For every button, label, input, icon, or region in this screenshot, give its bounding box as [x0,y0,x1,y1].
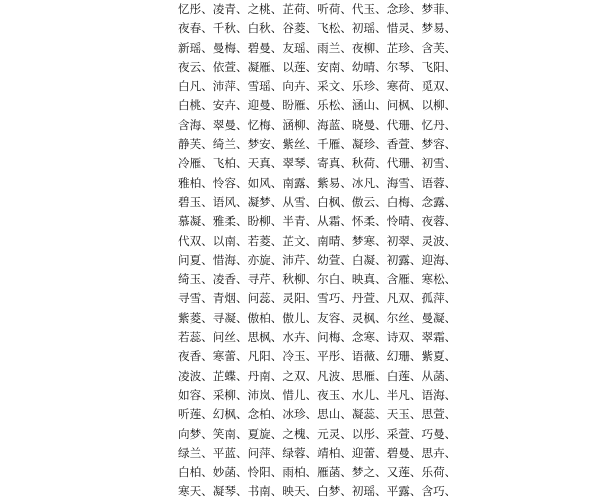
names-row-text: 白柏、妙菡、怜阳、雨柏、雁菡、梦之、又莲、乐荷、 [178,465,457,480]
names-row-4 [178,58,457,77]
names-row-9 [178,154,457,173]
names-row-text: 紫菱、寻凝、傲柏、傲儿、友容、灵枫、尔丝、曼凝、 [178,310,457,325]
names-row-23 [178,425,457,444]
names-row-12 [178,212,457,231]
names-row-text: 若蕊、问丝、思枫、水卉、问梅、念寒、诗双、翠霜、 [178,330,457,345]
names-row-text: 向梦、笑南、夏旋、之槐、元灵、以彤、采萱、巧曼、 [178,426,457,441]
names-row-17 [178,309,457,328]
names-row-10 [178,174,457,193]
names-row-text: 夜云、依萱、凝雁、以莲、安南、幼晴、尔琴、飞阳、 [178,59,457,74]
names-row-text: 新瑶、曼梅、碧曼、友瑶、雨兰、夜柳、芷珍、含芙、 [178,40,457,55]
names-row-22 [178,405,457,424]
names-row-6 [178,96,457,115]
names-row-16 [178,289,457,308]
names-row-text: 绮玉、凌香、寻芹、秋柳、尔白、映真、含雁、寒松、 [178,272,457,287]
names-row-1 [178,0,457,19]
names-row-text: 代双、以南、若菱、芷文、南晴、梦寒、初翠、灵波、 [178,233,457,248]
names-row-text: 夜香、寒蕾、凡阳、冷玉、平彤、语薇、幻珊、紫夏、 [178,349,457,364]
names-row-26 [178,482,457,501]
names-row-3 [178,39,457,58]
names-row-text: 含海、翠曼、忆梅、涵柳、海蓝、晓曼、代珊、忆丹、 [178,117,457,132]
names-row-text: 静芙、绮兰、梦安、紫丝、千雁、凝珍、香萱、梦容、 [178,137,457,152]
names-row-text: 冷雁、飞柏、天真、翠琴、寄真、秋荷、代珊、初雪、 [178,156,457,171]
names-row-text: 碧玉、语风、凝梦、从雪、白枫、傲云、白梅、念露、 [178,194,457,209]
names-row-text: 白凡、沛萍、雪瑶、向卉、采文、乐珍、寒荷、觅双、 [178,79,457,94]
names-row-15 [178,270,457,289]
names-row-text: 问夏、惜海、亦旋、沛芹、幼萱、白凝、初露、迎海、 [178,252,457,267]
names-row-7 [178,116,457,135]
names-row-text: 绿兰、平蓝、问萍、绿蓉、靖柏、迎蕾、碧曼、思卉、 [178,445,457,460]
names-row-13 [178,232,457,251]
names-row-2 [178,19,457,38]
names-row-24 [178,444,457,463]
names-row-text: 雅柏、怜容、如风、南露、紫易、冰凡、海雪、语蓉、 [178,175,457,190]
names-row-text: 听莲、幻枫、念柏、冰珍、思山、凝蕊、天玉、思萱、 [178,407,457,422]
names-row-20 [178,367,457,386]
names-row-18 [178,328,457,347]
names-row-5 [178,77,457,96]
names-row-text: 慕凝、雅柔、盼柳、半青、从霜、怀柔、怜晴、夜蓉、 [178,214,457,229]
names-row-text: 如容、采柳、沛岚、惜儿、夜玉、水儿、半凡、语海、 [178,387,457,402]
names-row-11 [178,193,457,212]
names-list [178,0,457,502]
names-row-text: 寒天、凝琴、书南、映天、白梦、初瑶、平露、含巧、 [178,484,457,499]
names-row-text: 夜春、千秋、白秋、谷菱、飞松、初瑶、惜灵、梦易、 [178,21,457,36]
names-row-8 [178,135,457,154]
names-row-text: 白桃、安卉、迎曼、盼雁、乐松、涵山、问枫、以柳、 [178,98,457,113]
names-row-21 [178,386,457,405]
names-row-25 [178,463,457,482]
names-row-19 [178,347,457,366]
names-row-text: 凌波、芷蝶、丹南、之双、凡波、思雁、白莲、从菡、 [178,368,457,383]
names-row-14 [178,251,457,270]
names-row-text: 寻雪、青烟、问蕊、灵阳、雪巧、丹萱、凡双、孤萍、 [178,291,457,306]
names-row-text: 忆彤、凌青、之桃、芷荷、听荷、代玉、念珍、梦菲、 [178,2,457,16]
